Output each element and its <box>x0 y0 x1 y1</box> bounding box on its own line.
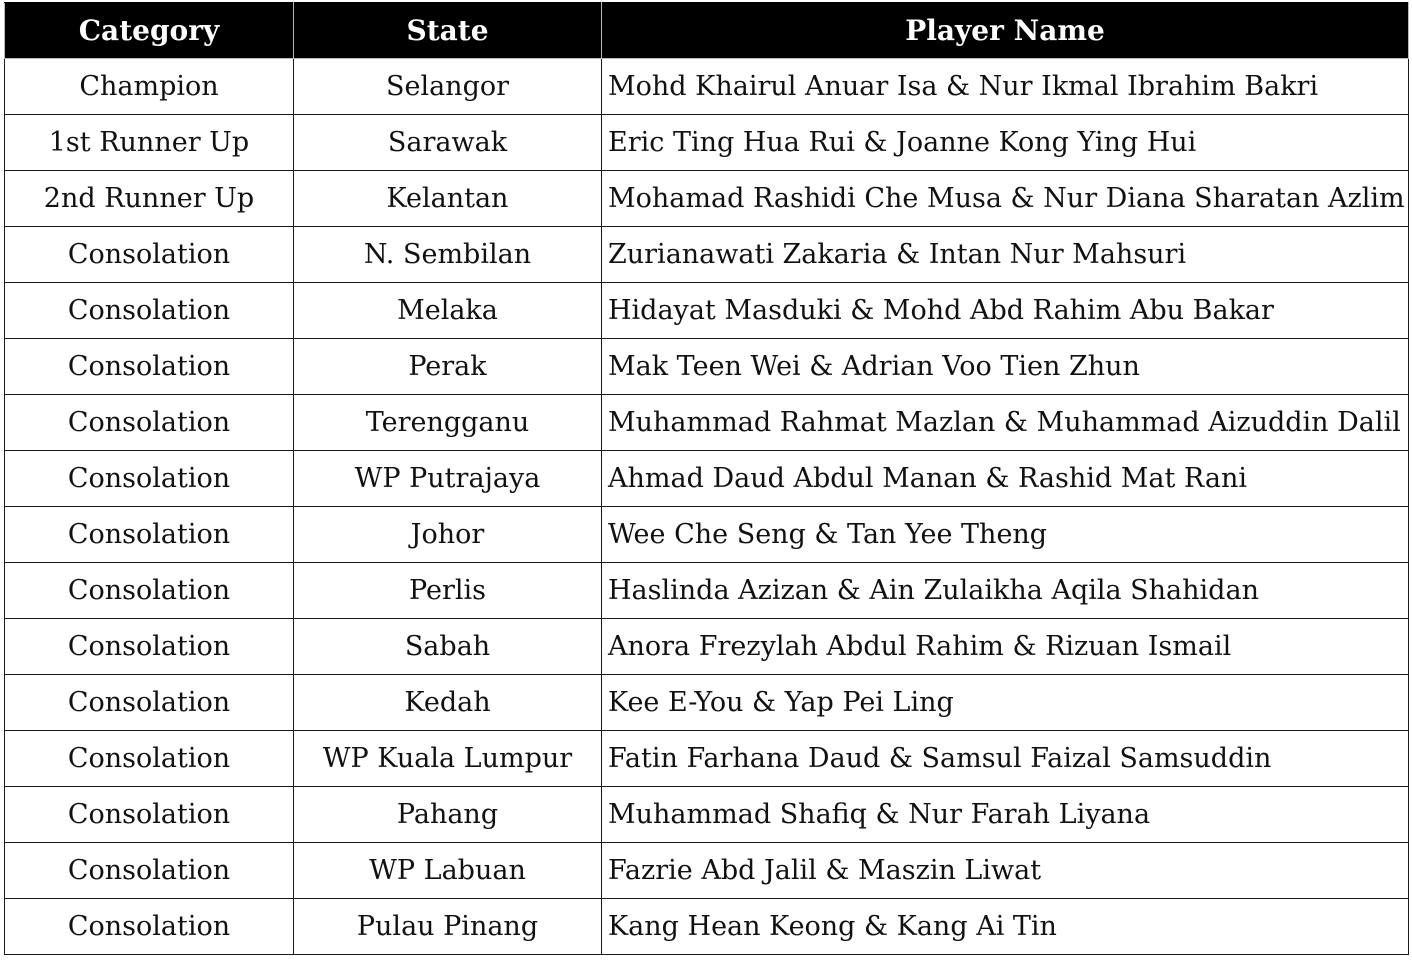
player-name-cell: Wee Che Seng & Tan Yee Theng <box>602 507 1409 563</box>
player-name-cell: Fazrie Abd Jalil & Maszin Liwat <box>602 843 1409 899</box>
player-name-cell: Muhammad Shafiq & Nur Farah Liyana <box>602 787 1409 843</box>
table-row <box>5 283 1409 339</box>
player-name-cell: Fatin Farhana Daud & Samsul Faizal Samsuddin <box>602 731 1409 787</box>
category-cell: Consolation <box>5 227 294 283</box>
player-name-cell: Mohd Khairul Anuar Isa & Nur Ikmal Ibrahim Bakri <box>602 59 1409 115</box>
table-row <box>5 787 1409 843</box>
category-cell: Consolation <box>5 619 294 675</box>
player-name-cell: Eric Ting Hua Rui & Joanne Kong Ying Hui <box>602 115 1409 171</box>
category-cell: Consolation <box>5 563 294 619</box>
category-cell: Consolation <box>5 507 294 563</box>
state-cell: Sarawak <box>294 115 602 171</box>
category-cell: 1st Runner Up <box>5 115 294 171</box>
results-table-container <box>4 2 1408 955</box>
state-cell: Perak <box>294 339 602 395</box>
table-row <box>5 171 1409 227</box>
table-row <box>5 899 1409 955</box>
category-cell: Consolation <box>5 675 294 731</box>
table-row <box>5 843 1409 899</box>
header-row <box>5 3 1409 59</box>
player-name-header: Player Name <box>602 3 1409 59</box>
state-cell: Melaka <box>294 283 602 339</box>
category-cell: Consolation <box>5 731 294 787</box>
results-table <box>4 2 1409 955</box>
table-row <box>5 339 1409 395</box>
player-name-cell: Zurianawati Zakaria & Intan Nur Mahsuri <box>602 227 1409 283</box>
category-header: Category <box>5 3 294 59</box>
state-cell: Selangor <box>294 59 602 115</box>
category-cell: Consolation <box>5 843 294 899</box>
table-row <box>5 619 1409 675</box>
state-cell: Pulau Pinang <box>294 899 602 955</box>
table-row <box>5 675 1409 731</box>
state-cell: Perlis <box>294 563 602 619</box>
table-row <box>5 227 1409 283</box>
state-cell: N. Sembilan <box>294 227 602 283</box>
player-name-cell: Haslinda Azizan & Ain Zulaikha Aqila Shahidan <box>602 563 1409 619</box>
state-cell: Terengganu <box>294 395 602 451</box>
state-cell: Kelantan <box>294 171 602 227</box>
table-row <box>5 59 1409 115</box>
player-name-cell: Hidayat Masduki & Mohd Abd Rahim Abu Bakar <box>602 283 1409 339</box>
player-name-cell: Anora Frezylah Abdul Rahim & Rizuan Ismail <box>602 619 1409 675</box>
state-cell: Pahang <box>294 787 602 843</box>
category-cell: Consolation <box>5 899 294 955</box>
table-row <box>5 563 1409 619</box>
state-cell: WP Putrajaya <box>294 451 602 507</box>
state-cell: Sabah <box>294 619 602 675</box>
table-row <box>5 507 1409 563</box>
state-cell: WP Kuala Lumpur <box>294 731 602 787</box>
state-cell: WP Labuan <box>294 843 602 899</box>
state-header: State <box>294 3 602 59</box>
player-name-cell: Mak Teen Wei & Adrian Voo Tien Zhun <box>602 339 1409 395</box>
state-cell: Kedah <box>294 675 602 731</box>
player-name-cell: Muhammad Rahmat Mazlan & Muhammad Aizuddin Dalil <box>602 395 1409 451</box>
table-row <box>5 395 1409 451</box>
category-cell: 2nd Runner Up <box>5 171 294 227</box>
table-row <box>5 731 1409 787</box>
player-name-cell: Mohamad Rashidi Che Musa & Nur Diana Sharatan Azlim <box>602 171 1409 227</box>
player-name-cell: Kang Hean Keong & Kang Ai Tin <box>602 899 1409 955</box>
player-name-cell: Ahmad Daud Abdul Manan & Rashid Mat Rani <box>602 451 1409 507</box>
player-name-cell: Kee E-You & Yap Pei Ling <box>602 675 1409 731</box>
category-cell: Champion <box>5 59 294 115</box>
category-cell: Consolation <box>5 283 294 339</box>
category-cell: Consolation <box>5 395 294 451</box>
table-row <box>5 115 1409 171</box>
category-cell: Consolation <box>5 339 294 395</box>
category-cell: Consolation <box>5 451 294 507</box>
state-cell: Johor <box>294 507 602 563</box>
table-row <box>5 451 1409 507</box>
category-cell: Consolation <box>5 787 294 843</box>
